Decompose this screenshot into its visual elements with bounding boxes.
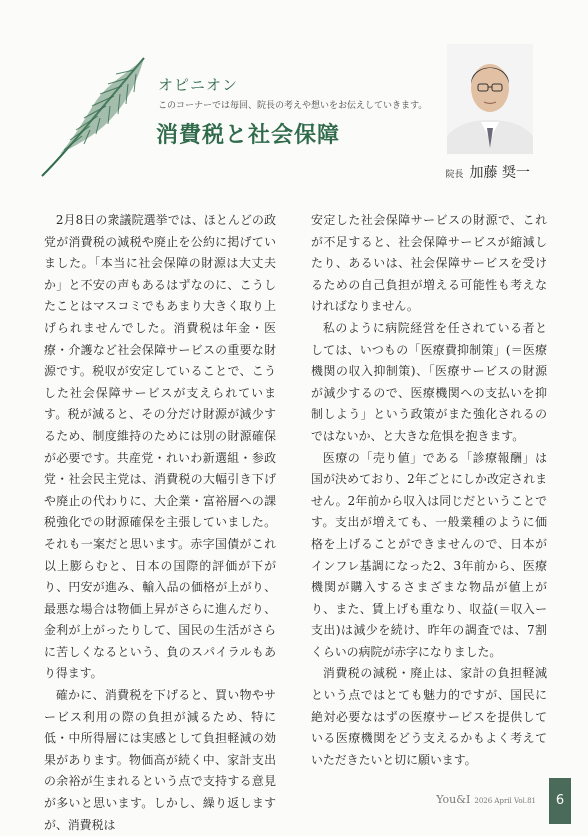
magazine-brand: You&I [436,793,471,806]
paragraph: 確かに、消費税を下げると、買い物やサービス利用の際の負担が減るため、特に低・中所得層には実感として負担軽減の効果があります。物価高が続く中、家計支出の余裕が生まれるという点で支持する意見が多いと思います。しかし、繰り返しますが、消費税は [44,688,276,832]
feather-quill-illustration [38,52,150,180]
article-column-right [311,210,547,771]
author-role: 院長 [445,170,464,180]
paragraph: 医療の「売り値」である「診療報酬」は国が決めており、2年ごとにしか改定されません。2年前から収入は同じだということです。支出が増えても、一般業種のように価格を上げることができませんので、日本がインフレ基調になった2、3年前から、医療機関が購入するさまざまな物品が値上がり、また、賃上げも重なり、収益(＝収入ー支出)は減少を続け、昨年の調査では、7割くらいの病院が赤字になりました。 [311,450,547,659]
paragraph: 消費税の減税・廃止は、家計の負担軽減という点ではとても魅力的ですが、国民に絶対必要なはずの医療サービスを提供している医療機関をどう支えるかもよく考えていただきたいと切に願います。 [311,666,547,767]
article-title: 消費税と社会保障 [156,122,341,148]
paragraph: 私のように病院経営を任されている者としては、いつもの「医療費抑制策」(＝医療機関の収入抑制策)、「医療サービスの財源が減少するので、医療機関への支払いを抑制しよう」という政策がまた強化されるのではないか、と大きな危惧を抱きます。 [311,320,547,443]
author-photo [447,44,533,154]
author-byline [446,162,530,182]
paragraph-continued: 安定した社会保障サービスの財源で、これが不足すると、社会保障サービスが縮減したり、あるいは、社会保障サービスを受けるための自己負担が増える可能性も考えなければなりません。 [311,213,547,314]
page-number: 6 [549,778,571,824]
section-label: オピニオン [158,76,239,94]
footer-masthead [436,793,536,806]
author-name: 加藤 奨一 [469,165,530,181]
section-subtitle: このコーナーでは毎回、院長の考えや想いをお伝えしていきます。 [158,101,428,111]
issue-label: 2026 April Vol.81 [474,797,536,805]
paragraph: 2月8日の衆議院選挙では、ほとんどの政党が消費税の減税や廃止を公約に掲げていました。「本当に社会保障の財源は大丈夫か」と不安の声もあるはずなのに、こうしたことはマスコミでもあまり大きく取り上げられませんでした。消費税は年金・医療・介護など社会保障サービスの重要な財源です。税収が安定していることで、こうした社会保障サービスが支えられています。税が減ると、その分だけ財源が減少するため、制度維持のためには別の財源確保が必要です。共産党・れいわ新選組・参政党・社会民主党は、消費税の大幅引き下げや廃止の代わりに、大企業・富裕層への課税強化での財源確保を主張していました。それも一案だと思います。赤字国債がこれ以上膨らむと、日本の国際的評価が下がり、円安が進み、輸入品の価格が上がり、最悪な場合は物価上昇がさらに進んだり、金利が上がったりして、国民の生活がさらに苦しくなるという、負のスパイラルもあり得ます。 [44,213,276,681]
article-column-left [44,210,276,836]
